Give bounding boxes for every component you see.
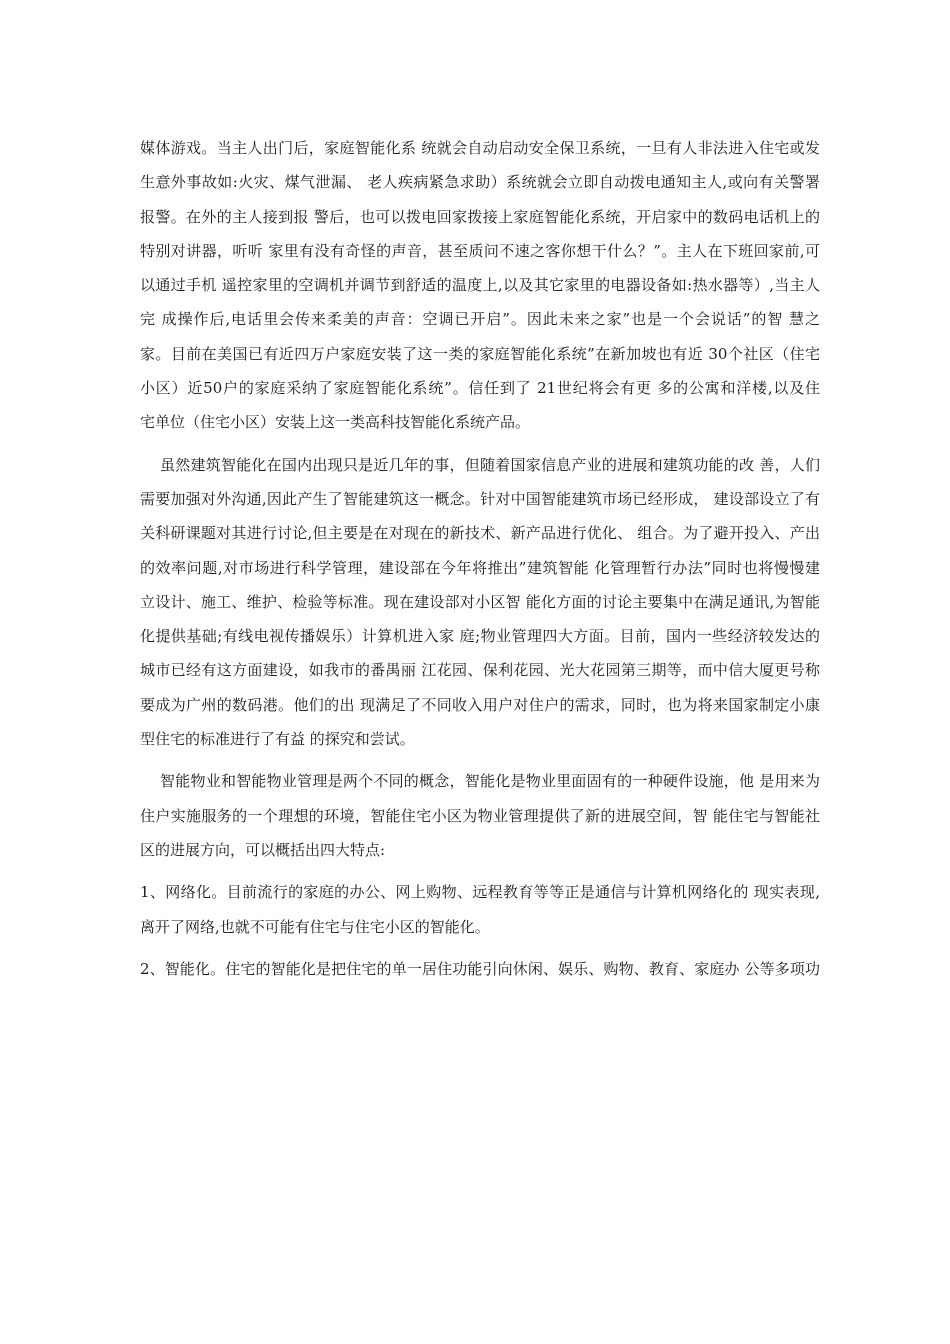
list-item-networking — [140, 875, 820, 944]
text-line: 关科研课题对其进行讨论,但主要是在对现在的新技术、新产品进行优化、 组合。为了避开投入、产出 — [140, 524, 820, 543]
text-line: 城市已经有这方面建设，如我市的番禺丽 江花园、保利花园、光大花园第三期等，而中信大厦更号称 — [140, 661, 820, 680]
text-line: 以通过手机 遥控家里的空调机并调节到舒适的温度上,以及其它家里的电器设备如:热水器等）,当主人 — [140, 276, 820, 295]
text-line: 智能物业和智能物业管理是两个不同的概念，智能化是物业里面固有的一种硬件设施，他 是用来为 — [160, 772, 820, 791]
text-line: 1、网络化。目前流行的家庭的办公、网上购物、远程教育等等正是通信与计算机网络化的 现实表现, — [140, 883, 820, 902]
list-item-intelligence — [140, 952, 820, 986]
text-line: 家。目前在美国已有近四万户家庭安装了这一类的家庭智能化系统”在新加坡也有近 30个社区（住宅 — [140, 344, 820, 363]
text-line: 2、智能化。住宅的智能化是把住宅的单一居住功能引向休闲、娱乐、购物、教育、家庭办 公等多项功 — [140, 959, 820, 978]
text-line: 型住宅的标准进行了有益 的探究和尝试。 — [140, 730, 415, 749]
text-line: 生意外事故如:火灾、煤气泄漏、 老人疾病紧急求助）系统就会立即自动拨电通知主人,或向有关警署 — [140, 173, 820, 192]
document-page — [140, 131, 820, 986]
text-line: 住户实施服务的一个理想的环境，智能住宅小区为物业管理提供了新的进展空间，智 能住宅与智能社 — [140, 806, 820, 825]
text-line: 立设计、施工、维护、检验等标准。现在建设部对小区智 能化方面的讨论主要集中在满足通讯,为智能 — [140, 592, 820, 611]
text-line: 媒体游戏。当主人出门后，家庭智能化系 统就会自动启动安全保卫系统，一旦有人非法进入住宅或发 — [140, 139, 820, 157]
text-line: 区的进展方向，可以概括出四大特点: — [140, 840, 386, 859]
paragraph-building-intelligence — [140, 448, 820, 757]
text-line: 离开了网络,也就不可能有住宅与住宅小区的智能化。 — [140, 917, 490, 936]
paragraph-home-automation — [140, 131, 820, 440]
text-line: 要成为广州的数码港。他们的出 现满足了不同收入用户对住户的需求，同时，也为将来国家制定小康 — [140, 695, 820, 714]
text-line: 特别对讲器，听听 家里有没有奇怪的声音，甚至质问不速之客你想干什么？”。主人在下班回家前,可 — [140, 241, 820, 260]
text-line: 虽然建筑智能化在国内出现只是近几年的事，但随着国家信息产业的进展和建筑功能的改 善，人们 — [160, 455, 820, 474]
text-line: 化提供基础;有线电视传播娱乐）计算机进入家 庭;物业管理四大方面。目前，国内一些经济较发达的 — [140, 627, 820, 646]
text-line: 需要加强对外沟通,因此产生了智能建筑这一概念。针对中国智能建筑市场已经形成， 建设部设立了有 — [140, 489, 820, 508]
paragraph-property-management — [140, 764, 820, 867]
text-line: 完 成操作后,电话里会传来柔美的声音：空调已开启”。因此未来之家”也是一个会说话”的智 慧之 — [140, 310, 820, 329]
text-line: 的效率问题,对市场进行科学管理，建设部在今年将推出”建筑智能 化管理暂行办法”同时也将慢慢建 — [140, 558, 820, 577]
text-line: 小区）近50户的家庭采纳了家庭智能化系统”。信任到了 21世纪将会有更 多的公寓和洋楼,以及住 — [140, 379, 820, 398]
text-line: 宅单位（住宅小区）安装上这一类高科技智能化系统产品。 — [140, 413, 531, 432]
text-line: 报警。在外的主人接到报 警后，也可以拨电回家拨接上家庭智能化系统，开启家中的数码电话机上的 — [140, 207, 820, 226]
